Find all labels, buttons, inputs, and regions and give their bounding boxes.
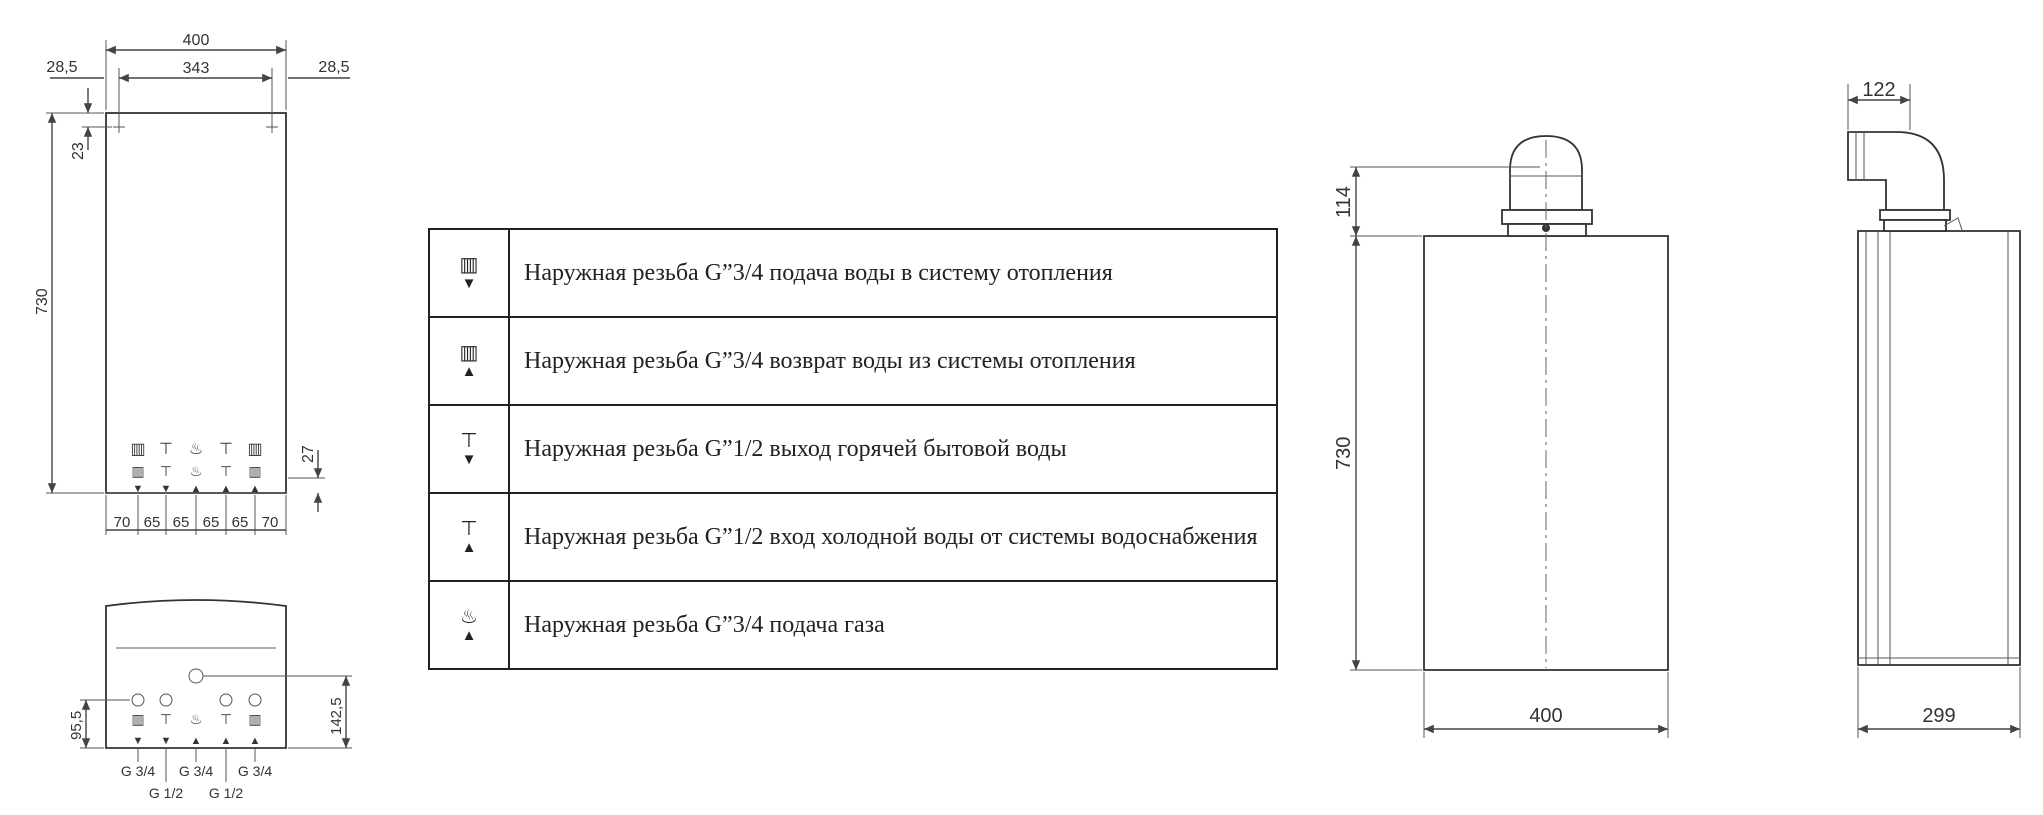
profile-flue-elbow bbox=[1848, 132, 1944, 210]
side-flue-height-label: 114 bbox=[1333, 186, 1355, 218]
profile-view bbox=[1848, 79, 2020, 738]
front-height-label: 730 bbox=[34, 288, 51, 315]
svg-text:▥: ▥ bbox=[131, 711, 145, 727]
arrow-up-icon: ▲ bbox=[461, 538, 477, 556]
legend-text: Наружная резьба G”1/2 вход холодной воды от системы водоснабжения bbox=[509, 493, 1277, 581]
svg-text:▲: ▲ bbox=[220, 735, 232, 747]
spacing-label: 65 bbox=[172, 514, 190, 531]
arrow-down-icon: ▼ bbox=[132, 483, 144, 495]
tap-icon: ⊤ bbox=[219, 463, 233, 479]
bottom-view bbox=[68, 600, 352, 801]
profile-flue-depth-label: 122 bbox=[1862, 79, 1896, 101]
legend-icon-cell bbox=[429, 493, 509, 581]
flame-icon: ♨ bbox=[188, 441, 204, 458]
legend-text: Наружная резьба G”3/4 подача газа bbox=[509, 581, 1277, 669]
radiator-icon: ▥ bbox=[131, 463, 145, 479]
bottom-height-right-label: 142,5 bbox=[328, 697, 345, 735]
front-bottom-offset-label: 27 bbox=[300, 445, 317, 463]
svg-text:⊤: ⊤ bbox=[159, 711, 173, 727]
bottom-height-left-label: 95,5 bbox=[68, 710, 85, 740]
legend-icon-cell bbox=[429, 229, 509, 317]
svg-text:♨: ♨ bbox=[189, 711, 203, 727]
radiator-icon: ▥ bbox=[248, 463, 262, 479]
side-width-label: 400 bbox=[1529, 705, 1563, 727]
spacing-label: 65 bbox=[231, 514, 249, 531]
thread-label: G 3/4 bbox=[120, 763, 156, 779]
svg-text:▼: ▼ bbox=[132, 735, 144, 747]
side-height-label: 730 bbox=[1333, 436, 1355, 470]
profile-depth-label: 299 bbox=[1922, 705, 1956, 727]
connections-legend-table bbox=[428, 228, 1278, 670]
side-view bbox=[1333, 136, 1668, 738]
arrow-up-icon: ▲ bbox=[249, 483, 261, 495]
legend-row bbox=[429, 581, 1277, 669]
arrow-down-icon: ▼ bbox=[461, 274, 477, 292]
spacing-label: 70 bbox=[261, 514, 279, 531]
radiator-icon: ▥ bbox=[247, 441, 263, 458]
flame-icon: ♨ bbox=[460, 605, 478, 628]
thread-label: G 1/2 bbox=[148, 785, 184, 801]
legend-row bbox=[429, 405, 1277, 493]
legend-icon-cell bbox=[429, 405, 509, 493]
legend-text: Наружная резьба G”3/4 подача воды в систему отопления bbox=[509, 229, 1277, 317]
svg-text:▲: ▲ bbox=[249, 735, 261, 747]
thread-label: G 1/2 bbox=[208, 785, 244, 801]
front-top-offset-label: 23 bbox=[70, 142, 87, 160]
arrow-up-icon: ▲ bbox=[461, 362, 477, 380]
spacing-label: 65 bbox=[202, 514, 220, 531]
spacing-label: 70 bbox=[113, 514, 131, 531]
tap-icon: ⊤ bbox=[460, 429, 478, 452]
tap-icon: ⊤ bbox=[159, 441, 173, 458]
legend-row bbox=[429, 317, 1277, 405]
svg-text:▼: ▼ bbox=[160, 735, 172, 747]
legend-icon-cell bbox=[429, 317, 509, 405]
front-margin-right-label: 28,5 bbox=[318, 59, 350, 76]
legend-text: Наружная резьба G”1/2 выход горячей бытовой воды bbox=[509, 405, 1277, 493]
tap-icon: ⊤ bbox=[159, 463, 173, 479]
front-view bbox=[34, 32, 350, 535]
arrow-down-icon: ▼ bbox=[160, 483, 172, 495]
svg-text:▥: ▥ bbox=[248, 711, 262, 727]
arrow-up-icon: ▲ bbox=[461, 626, 477, 644]
legend-icon-cell bbox=[429, 581, 509, 669]
front-inner-width-label: 343 bbox=[182, 60, 210, 77]
tap-icon: ⊤ bbox=[460, 517, 478, 540]
front-boiler-outline bbox=[106, 113, 286, 493]
arrow-down-icon: ▼ bbox=[461, 450, 477, 468]
radiator-icon: ▥ bbox=[130, 441, 146, 458]
front-margin-left-label: 28,5 bbox=[46, 59, 78, 76]
flue-collar bbox=[1502, 210, 1592, 224]
radiator-icon: ▥ bbox=[459, 253, 479, 276]
thread-label: G 3/4 bbox=[178, 763, 214, 779]
thread-label: G 3/4 bbox=[237, 763, 273, 779]
front-width-label: 400 bbox=[182, 32, 210, 49]
legend-row bbox=[429, 493, 1277, 581]
svg-text:⊤: ⊤ bbox=[219, 711, 233, 727]
svg-text:▲: ▲ bbox=[190, 735, 202, 747]
spacing-label: 65 bbox=[143, 514, 161, 531]
profile-boiler-outline bbox=[1858, 231, 2020, 665]
arrow-up-icon: ▲ bbox=[190, 483, 202, 495]
legend-row bbox=[429, 229, 1277, 317]
radiator-icon: ▥ bbox=[459, 341, 479, 364]
flame-icon: ♨ bbox=[189, 463, 203, 479]
arrow-up-icon: ▲ bbox=[220, 483, 232, 495]
legend-text: Наружная резьба G”3/4 возврат воды из системы отопления bbox=[509, 317, 1277, 405]
tap-icon: ⊤ bbox=[219, 441, 233, 458]
